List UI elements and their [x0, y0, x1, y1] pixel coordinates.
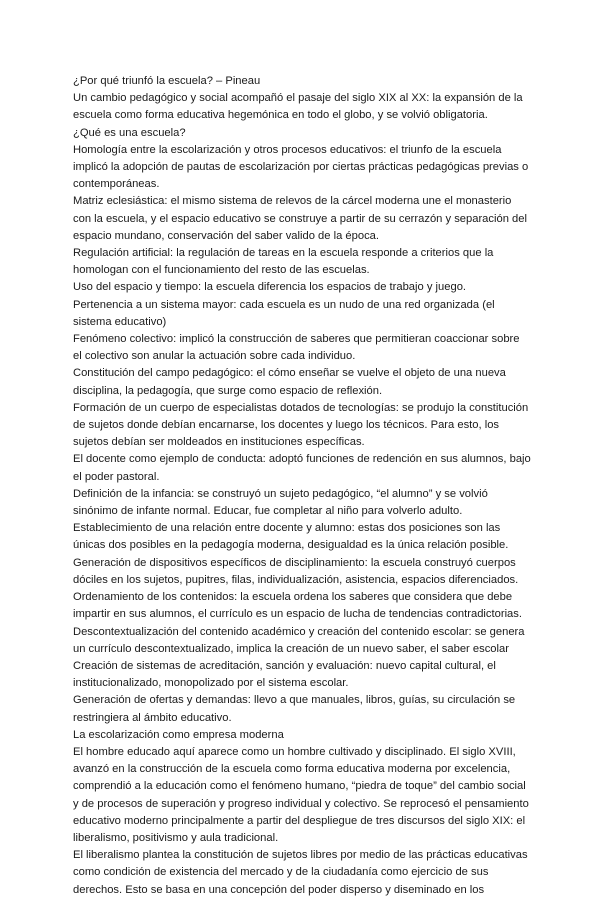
paragraph: Descontextualización del contenido académico y creación del contenido escolar: se genera un currículo descontextualizado, implica la creación de un nuevo saber, el saber escolar — [73, 625, 525, 655]
paragraph: Uso del espacio y tiempo: la escuela diferencia los espacios de trabajo y juego. — [73, 281, 467, 294]
document-title: ¿Por qué triunfó la escuela? – Pineau — [73, 75, 261, 87]
paragraph: Matriz eclesiástica: el mismo sistema de relevos de la cárcel moderna une el monasterio con la escuela, y el espacio educativo se construye a partir de su cerrazón y separación del espacio mundano, conservación del saber valido de la época. — [73, 195, 527, 242]
paragraph: Constitución del campo pedagógico: el cómo enseñar se vuelve el objeto de una nueva disciplina, la pedagogía, que surge como espacio de reflexión. — [73, 367, 506, 397]
paragraph: El hombre educado aquí aparece como un hombre cultivado y disciplinado. El siglo XVIII, avanzó en la construcción de la escuela como forma educativa moderna por excelencia, comprendió a la educación como el fenómeno humano, “piedra de toque” del cambio social y de procesos de superación y progreso individual y colectivo. Se reprocesó el pensamiento educativo moderno principalmente a partir del despliegue de tres discursos del siglo XIX: el liberalismo, positivismo y aula tradicional. — [73, 745, 529, 844]
paragraph: Pertenencia a un sistema mayor: cada escuela es un nudo de una red organizada (el sistema educativo) — [73, 298, 495, 328]
paragraph: Formación de un cuerpo de especialistas dotados de tecnologías: se produjo la constitución de sujetos donde debían encarnarse, los docentes y luego los técnicos. Para esto, los sujetos debían ser moldeados en instituciones específicas. — [73, 401, 529, 449]
paragraph: Fenómeno colectivo: implicó la construcción de saberes que permitieran coaccionar sobre el colectivo son anular la actuación sobre cada individuo. — [73, 333, 520, 363]
document-page — [73, 73, 531, 899]
section-heading: ¿Qué es una escuela? — [73, 126, 186, 139]
paragraph: Un cambio pedagógico y social acompañó el pasaje del siglo XIX al XX: la expansión de la escuela como forma educativa hegemónica en todo el globo, y se volvió obligatoria. — [73, 92, 523, 122]
paragraph: El docente como ejemplo de conducta: adoptó funciones de redención en sus alumnos, bajo el poder pastoral. — [73, 453, 531, 483]
paragraph: El liberalismo plantea la constitución de sujetos libres por medio de las prácticas educativas como condición de existencia del mercado y de la ciudadanía como ejercicio de sus derechos. Esto se basa en una concepción del poder disperso y diseminado en los — [73, 849, 528, 896]
paragraph: Generación de ofertas y demandas: llevo a que manuales, libros, guías, su circulación se restringiera al ámbito educativo. — [73, 694, 516, 724]
paragraph: Generación de dispositivos específicos de disciplinamiento: la escuela construyó cuerpos dóciles en los sujetos, pupitres, filas, individualización, asistencia, espacios diferenciados. — [73, 556, 519, 586]
section-heading: La escolarización como empresa moderna — [73, 728, 284, 741]
paragraph: Creación de sistemas de acreditación, sanción y evaluación: nuevo capital cultural, el institucionalizado, monopolizado por el sistema escolar. — [73, 659, 496, 690]
paragraph: Definición de la infancia: se construyó un sujeto pedagógico, “el alumno” y se volvió sinónimo de infante normal. Educar, fue completar al niño para volverlo adulto. — [73, 487, 488, 518]
paragraph: Establecimiento de una relación entre docente y alumno: estas dos posiciones son las únicas dos posibles en la pedagogía moderna, desigualdad es la única relación posible. — [73, 522, 509, 552]
paragraph: Regulación artificial: la regulación de tareas en la escuela responde a criterios que la homologan con el funcionamiento del resto de las escuelas. — [73, 247, 494, 277]
paragraph: Ordenamiento de los contenidos: la escuela ordena los saberes que considera que debe impartir en sus alumnos, el currículo es un espacio de lucha de tendencias contradictorias. — [73, 591, 522, 621]
paragraph: Homología entre la escolarización y otros procesos educativos: el triunfo de la escuela implicó la adopción de pautas de escolarización por ciertas prácticas pedagógicas previas o contemporáneas. — [73, 143, 529, 191]
